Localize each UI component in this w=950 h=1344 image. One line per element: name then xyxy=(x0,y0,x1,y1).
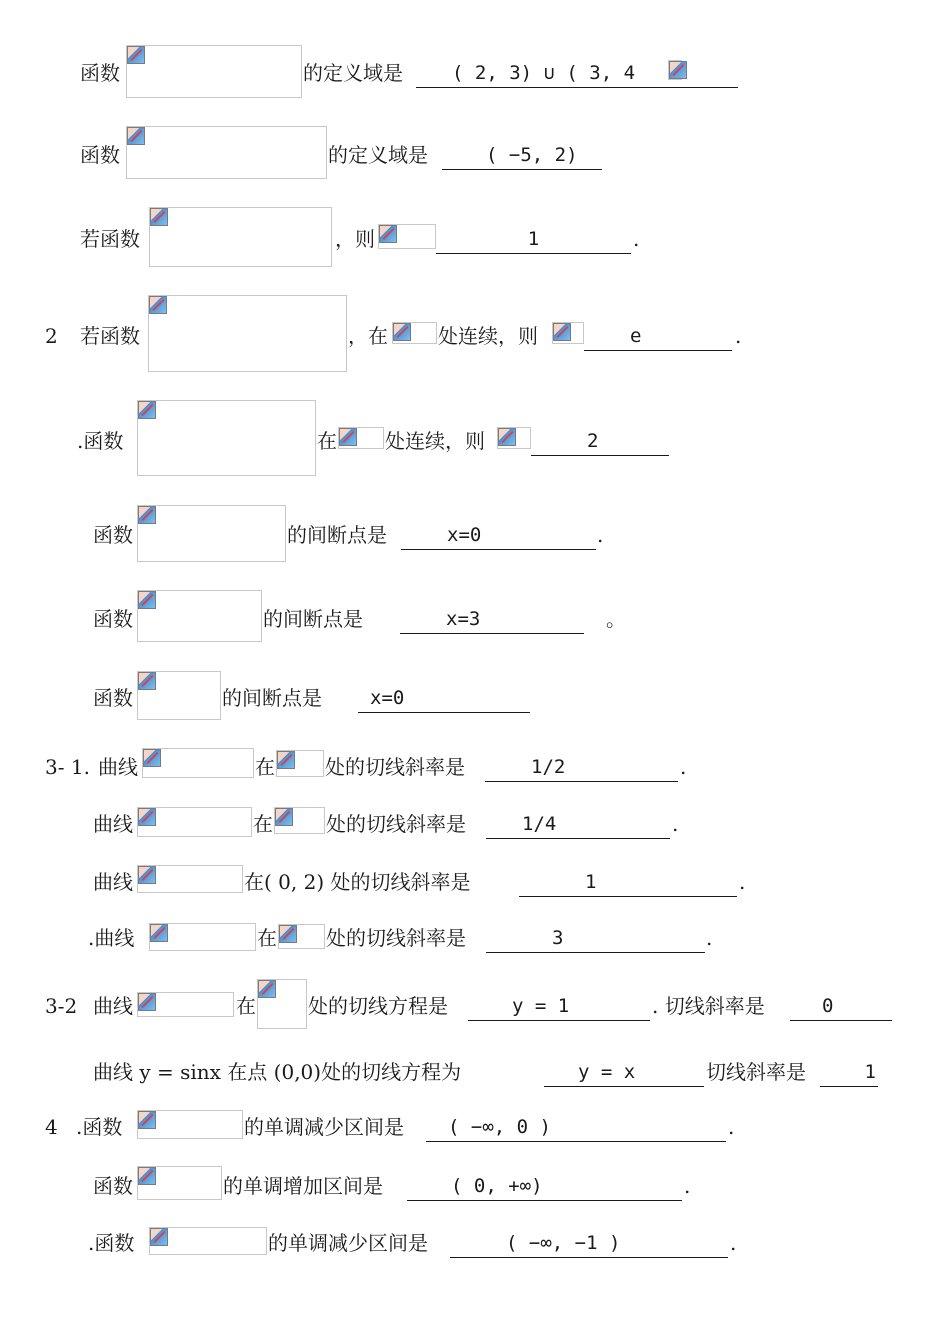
question-6 xyxy=(0,520,950,550)
question-label: .函数 xyxy=(76,1115,123,1139)
question-text: ，则 xyxy=(335,227,375,251)
sentence-end: . xyxy=(728,1115,735,1139)
sentence-end: . xyxy=(735,324,742,348)
answer-blank xyxy=(400,604,584,634)
answer-text: 1 xyxy=(527,228,540,250)
answer-blank xyxy=(531,426,669,456)
question-text: 在( 0, 2) 处的切线斜率是 xyxy=(244,870,471,894)
answer-blank xyxy=(584,321,732,351)
question-text: 的间断点是 xyxy=(287,523,387,547)
formula-image xyxy=(137,505,286,562)
question-text: 曲线 y = sinx 在点 (0,0)处的切线方程为 xyxy=(93,1060,462,1084)
answer-blank xyxy=(450,1228,728,1258)
question-16 xyxy=(0,1171,950,1201)
question-3 xyxy=(0,224,950,254)
question-label: 若函数 xyxy=(80,324,140,348)
question-4 xyxy=(0,321,950,351)
answer-text: y = x xyxy=(578,1061,636,1083)
answer-text: ( −∞, 0 ) xyxy=(448,1116,551,1138)
answer-blank-2 xyxy=(790,991,892,1021)
question-text: 的单调减少区间是 xyxy=(268,1231,428,1255)
formula-image-small xyxy=(552,322,584,344)
question-text: 的间断点是 xyxy=(222,686,322,710)
formula-image-small xyxy=(278,924,325,949)
question-label: 曲线 xyxy=(93,870,133,894)
formula-image xyxy=(137,400,316,476)
answer-blank xyxy=(486,923,705,953)
formula-image xyxy=(137,1166,222,1200)
answer-text: 1 xyxy=(585,871,597,893)
question-text: 处的切线斜率是 xyxy=(326,926,466,950)
formula-image-small xyxy=(274,807,325,834)
formula-image-tall xyxy=(257,979,307,1029)
answer-text: 1/4 xyxy=(522,813,557,835)
question-text: 在 xyxy=(317,429,337,453)
question-7 xyxy=(0,604,950,634)
formula-image-small xyxy=(378,224,436,249)
formula-image xyxy=(142,748,254,778)
question-text: 的单调减少区间是 xyxy=(244,1115,404,1139)
answer-blank xyxy=(544,1057,704,1087)
question-number: 3-2 xyxy=(45,994,78,1018)
question-text: 在 xyxy=(253,812,273,836)
question-text: 处的切线斜率是 xyxy=(326,812,466,836)
answer-text: 3 xyxy=(552,927,564,949)
answer-text: ( −∞, −1 ) xyxy=(506,1232,621,1254)
formula-image xyxy=(149,207,332,267)
question-5 xyxy=(0,426,950,456)
question-label: 函数 xyxy=(93,1174,133,1198)
answer-blank xyxy=(468,991,650,1021)
answer-blank xyxy=(416,58,738,88)
question-text: ，在 xyxy=(348,324,388,348)
formula-image-small xyxy=(497,427,531,449)
sentence-end: . xyxy=(672,812,679,836)
question-8 xyxy=(0,683,950,713)
question-label: 函数 xyxy=(93,607,133,631)
answer-blank xyxy=(401,520,596,550)
formula-image xyxy=(137,590,262,642)
formula-image xyxy=(137,1110,243,1139)
question-11 xyxy=(0,867,950,897)
answer-text: 1/2 xyxy=(531,756,566,778)
sentence-end: . xyxy=(706,926,713,950)
answer-text: x=0 xyxy=(447,524,482,546)
answer-blank xyxy=(486,809,670,839)
sentence-end: . xyxy=(730,1231,737,1255)
answer-blank xyxy=(519,867,737,897)
sentence-end: . xyxy=(597,523,604,547)
question-17 xyxy=(0,1228,950,1258)
question-number: 2 xyxy=(45,324,58,348)
question-9 xyxy=(0,752,950,782)
question-text: 的定义域是 xyxy=(328,143,428,167)
question-12 xyxy=(0,923,950,953)
formula-image xyxy=(137,865,243,893)
question-text: 处连续，则 xyxy=(385,429,485,453)
question-number: 3- 1. xyxy=(45,755,90,779)
formula-image xyxy=(149,923,256,951)
answer-blank xyxy=(436,224,631,254)
question-label: .函数 xyxy=(77,429,124,453)
answer-blank xyxy=(407,1171,682,1201)
sentence-end: . xyxy=(739,870,746,894)
answer-blank xyxy=(485,752,678,782)
sentence-end: 。 xyxy=(606,607,626,631)
question-13 xyxy=(0,991,950,1021)
question-text: 在 xyxy=(236,994,256,1018)
question-label: 函数 xyxy=(93,686,133,710)
question-label: .曲线 xyxy=(88,926,135,950)
sentence-end: . xyxy=(684,1174,691,1198)
question-14 xyxy=(0,1057,950,1087)
question-label: 函数 xyxy=(80,61,120,85)
question-number: 4 xyxy=(45,1115,58,1139)
question-text: 处的切线斜率是 xyxy=(325,755,465,779)
answer-blank xyxy=(426,1112,726,1142)
formula-image xyxy=(149,1227,267,1255)
answer-text: 1 xyxy=(864,1061,876,1083)
question-label: .函数 xyxy=(88,1231,135,1255)
answer-text: x=3 xyxy=(446,608,481,630)
question-text: 在 xyxy=(257,926,277,950)
formula-image-small xyxy=(338,427,384,449)
formula-image xyxy=(126,45,302,98)
question-text: 在 xyxy=(255,755,275,779)
question-text: . 切线斜率是 xyxy=(652,994,765,1018)
answer-text: x=0 xyxy=(370,687,405,709)
sentence-end: . xyxy=(680,755,687,779)
question-label: 曲线 xyxy=(93,994,133,1018)
answer-text: ( 2, 3) ∪ ( 3, 4 xyxy=(452,62,636,84)
sentence-end: . xyxy=(633,227,640,251)
question-label: 曲线 xyxy=(93,812,133,836)
formula-image-small xyxy=(276,750,324,777)
formula-image xyxy=(148,295,347,372)
answer-blank-2 xyxy=(820,1057,878,1087)
question-2 xyxy=(0,140,950,170)
answer-blank xyxy=(442,140,602,170)
formula-image xyxy=(126,126,327,179)
question-text: 的定义域是 xyxy=(303,61,403,85)
question-text: 的间断点是 xyxy=(263,607,363,631)
formula-image xyxy=(137,807,252,837)
answer-text: e xyxy=(630,325,642,347)
answer-text: ( 0, +∞) xyxy=(451,1175,543,1197)
question-1 xyxy=(0,58,950,88)
question-label: 函数 xyxy=(93,523,133,547)
question-text: 处连续，则 xyxy=(438,324,538,348)
question-text: 处的切线方程是 xyxy=(308,994,448,1018)
question-text: 的单调增加区间是 xyxy=(223,1174,383,1198)
formula-image-small xyxy=(392,322,437,344)
formula-image xyxy=(137,671,221,720)
formula-image-inline xyxy=(668,60,682,80)
formula-image xyxy=(137,992,234,1017)
question-15 xyxy=(0,1112,950,1142)
answer-text: 2 xyxy=(587,430,599,452)
question-10 xyxy=(0,809,950,839)
answer-text: y = 1 xyxy=(512,995,570,1017)
question-label: 若函数 xyxy=(80,227,140,251)
answer-text: ( −5, 2) xyxy=(486,144,578,166)
answer-text: 0 xyxy=(822,995,834,1017)
question-text: 切线斜率是 xyxy=(706,1060,806,1084)
answer-blank xyxy=(358,683,530,713)
question-label: 函数 xyxy=(80,143,120,167)
question-label: 曲线 xyxy=(98,755,138,779)
